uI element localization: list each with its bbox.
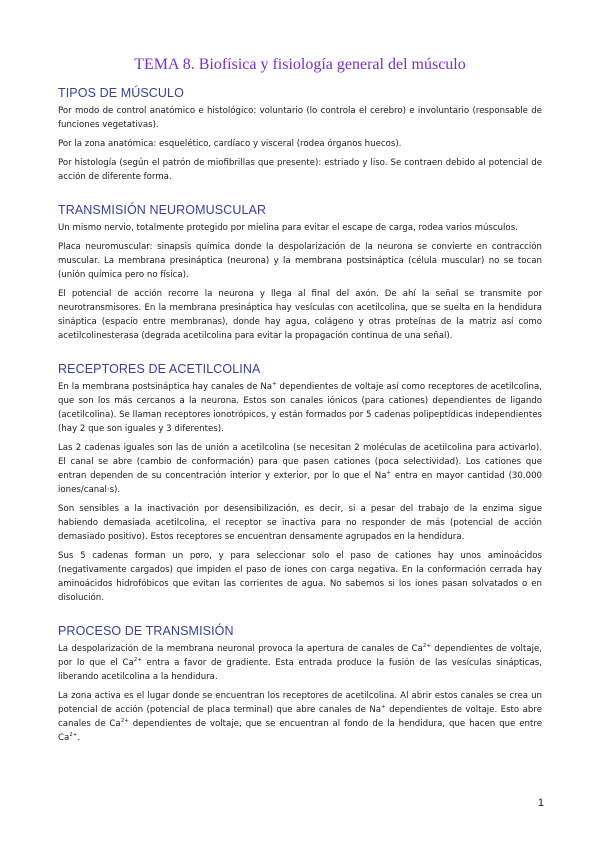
paragraph: Las 2 cadenas iguales son las de unión a acetilcolina (se necesitan 2 moléculas de acetilcolina para activarlo). El canal se abre (cambio de conformación) para que pasen cationes (poca selectividad). Los cationes que entran dependen de su concentración interior y exterior, por lo que el Na+ entra en mayor cantidad (30.000 iones/canal·s). [58,443,542,495]
section-heading: RECEPTORES DE ACETILCOLINA [58,362,261,376]
section-transmision-neuromuscular [58,203,542,343]
paragraph: Sus 5 cadenas forman un poro, y para seleccionar solo el paso de cationes hay unos aminoácidos (negativamente cargados) que impiden el paso de iones con carga negativa. En la conformación cerrada hay aminoácidos hidrofóbicos que evitan las corrientes de agua. No sabemos si los iones pasan solvatados o en disolución. [58,551,542,603]
section-proceso-de-transmision [58,624,542,745]
paragraph: La zona activa es el lugar donde se encuentran los receptores de acetilcolina. Al abrir estos canales se crea un potencial de acción (potencial de placa terminal) que abre canales de Na+ dependientes de voltaje. Esto abre canales de $Ca^{2+}$ dependientes de voltaje, que se encuentran al fondo de la hendidura, que hacen que entre $Ca^{2+}$. [58,691,542,743]
section-heading: TRANSMISIÓN NEUROMUSCULAR [58,203,267,217]
paragraph: Placa neuromuscular: sinapsis química donde la despolarización de la neurona se convierte en contracción muscular. La membrana presináptica (neurona) y la membrana postsináptica (célula muscular) no se tocan (unión química pero no física). [58,242,542,280]
paragraph: Por histología (según el patrón de miofibrillas que presente): estriado y liso. Se contraen debido al potencial de acción de diferente forma. [58,158,542,182]
page-title: TEMA 8. Biofísica y fisiología general del músculo [134,56,466,73]
paragraph: Por modo de control anatómico e histológico: voluntario (lo controla el cerebro) e involuntario (responsable de funciones vegetativas). [58,106,542,130]
paragraph: El potencial de acción recorre la neurona y llega al final del axón. De ahí la señal se transmite por neurotransmisores. En la membrana presináptica hay vesículas con acetilcolina, que se suelta en la hendidura sináptica (espacio entre membranas), donde hay agua, colágeno y otras proteínas de la matriz así como acetilcolinesterasa (degrada acetilcolina para evitar la propagación continua de una señal). [58,289,542,341]
paragraph: La despolarización de la membrana neuronal provoca la apertura de canales de $Ca^{2+}$ dependientes de voltaje, por lo que el $Ca^{2+}$ entra a favor de gradiente. Esta entrada produce la fusión de las vesículas sinápticas, liberando acetilcolina a la hendidura. [58,643,542,682]
section-heading: PROCESO DE TRANSMISIÓN [58,624,234,638]
paragraph: Un mismo nervio, totalmente protegido por mielina para evitar el escape de carga, rodea varios músculos. [58,223,518,233]
section-heading: TIPOS DE MÚSCULO [58,86,184,100]
page-number: 1 [537,797,544,809]
paragraph: En la membrana postsináptica hay canales de Na+ dependientes de voltaje así como receptores de acetilcolina, que son los más cercanos a la neurona. Estos son canales iónicos (para cationes) dependientes de ligando (acetilcolina). Se llaman receptores ionotrópicos, y están formados por 5 cadenas polipeptídicas independientes (hay 2 que son iguales y 3 diferentes). [58,381,542,434]
section-receptores-de-acetilcolina [58,362,542,605]
paragraph: Por la zona anatómica: esquelético, cardíaco y visceral (rodea órganos huecos). [58,139,402,149]
paragraph: Son sensibles a la inactivación por desensibilización, es decir, si a pesar del trabajo de la enzima sigue habiendo demasiada acetilcolina, el receptor se inactiva para no responder de más (potencial de acción demasiado positivo). Estos receptores se encuentran densamente agrupados en la hendidura. [58,504,542,542]
section-tipos-de-musculo [58,86,542,184]
